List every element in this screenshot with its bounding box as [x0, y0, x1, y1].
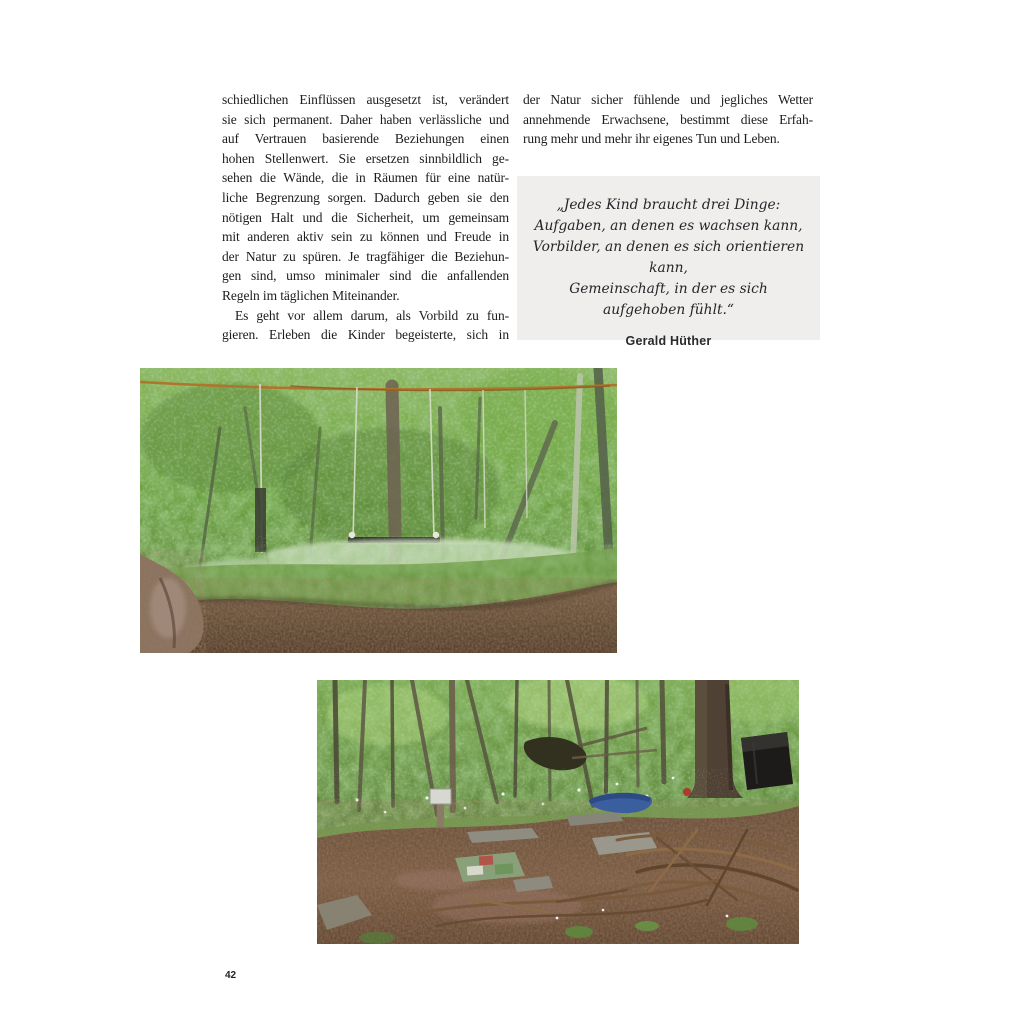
text-line: nötigen Halt und die Sicherheit, um gemeinsam [222, 209, 509, 225]
forest-camp-photo [317, 680, 799, 944]
text-line: mit anderen aktiv sein zu können und Freude in [222, 229, 509, 245]
text-line: auf Vertrauen basierende Beziehungen einen [222, 131, 509, 147]
black-object [741, 732, 793, 790]
text-line: der Natur sicher fühlende und jegliches Wetter [523, 92, 813, 107]
text-line: der Natur zu spüren. Je tragfähiger die Beziehun- [222, 248, 509, 264]
text-line: gieren. Erleben die Kinder begeisterte, sich in [222, 327, 509, 343]
text-line: liche Begrenzung sorgen. Dadurch geben sie den [222, 189, 509, 205]
text-line: Regeln im täglichen Miteinander. [222, 287, 400, 303]
left-text-column [222, 90, 509, 345]
right-text-column [523, 90, 813, 149]
quote-line: „Jedes Kind braucht drei Dinge: [556, 197, 781, 213]
quote-attribution: Gerald Hüther [625, 334, 712, 348]
red-object [683, 788, 691, 796]
text-line: schiedlichen Einflüssen ausgesetzt ist, verändert [222, 92, 509, 107]
text-line: Es geht vor allem darum, als Vorbild zu fun- [235, 307, 509, 323]
text-line: sie sich permanent. Daher haben verlässliche und [222, 111, 509, 127]
text-line: gen sind, umso minimaler sind die anfallenden [222, 268, 509, 284]
text-line: hohen Stellenwert. Sie ersetzen sinnbildlich ge- [222, 150, 509, 166]
quote-line: Vorbilder, an denen es sich orientieren kann, [532, 239, 805, 276]
text-line: sehen die Wände, die in Räumen für eine natür- [222, 170, 509, 186]
quote-box [517, 176, 820, 348]
forest-swing-photo [140, 368, 617, 653]
quote-line: Gemeinschaft, in der es sich [569, 281, 768, 297]
text-line: annehmende Erwachsene, bestimmt diese Erfah- [523, 111, 813, 127]
page-number: 42 [225, 970, 237, 981]
text-line: rung mehr und mehr ihr eigenes Tun und Leben. [523, 131, 780, 147]
quote-line: Aufgaben, an denen es wachsen kann, [534, 218, 803, 234]
quote-line: aufgehoben fühlt.“ [603, 302, 734, 318]
